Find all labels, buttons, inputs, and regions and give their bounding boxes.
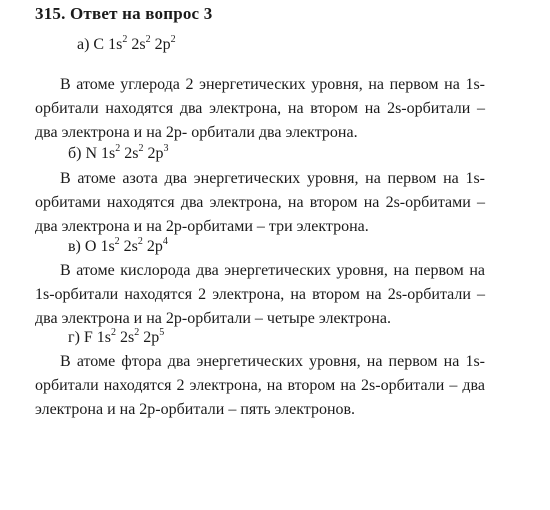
electron-count: 2 [114, 235, 120, 247]
orbital-1s: 1s [101, 145, 116, 162]
text-line: два электрона и на 2p-орбитали – четыре электрона. [35, 310, 391, 327]
electron-count: 3 [163, 142, 169, 154]
formula-prefix: г) F [68, 329, 97, 346]
formula-fluorine [68, 326, 165, 347]
text-line: орбитами находятся два электрона, на втором на 2s-орбитами – [35, 194, 485, 211]
electron-count: 2 [122, 33, 128, 45]
text-line: электрона и на 2p-орбитали – пять электронов. [35, 401, 356, 418]
text-line: В атоме углерода 2 энергетических уровня, на первом на 1s- [60, 76, 485, 93]
answer-heading: 315. Ответ на вопрос 3 [35, 4, 213, 23]
paragraph-carbon [35, 73, 485, 145]
orbital-2p: 2p [147, 145, 164, 162]
orbital-1s: 1s [100, 238, 115, 255]
formula-prefix: а) C [77, 36, 109, 53]
formula-prefix: б) N [68, 145, 102, 162]
orbital-1s: 1s [108, 36, 123, 53]
orbital-2s: 2s [131, 36, 146, 53]
electron-count: 2 [134, 326, 140, 338]
electron-count: 2 [138, 142, 144, 154]
text-line: В атоме азота два энергетических уровня, на первом на 1s- [60, 170, 485, 187]
electron-count: 2 [115, 142, 121, 154]
orbital-2p: 2p [143, 329, 160, 346]
paragraph-fluorine [35, 350, 485, 422]
text-line: 1s-орбитали находятся 2 электрона, на втором на 2s-орбитали – [35, 286, 485, 303]
electron-count: 4 [162, 235, 168, 247]
text-line: орбитали находятся два электрона, на втором на 2s-орбитали – [35, 100, 485, 117]
paragraph-oxygen [35, 259, 485, 331]
orbital-2p: 2p [146, 238, 163, 255]
orbital-2p: 2p [154, 36, 171, 53]
text-line: орбитали находятся 2 электрона, на втором на 2s-орбитали – два [35, 377, 485, 394]
formula-prefix: в) O [68, 238, 101, 255]
electron-count: 2 [111, 326, 117, 338]
formula-oxygen [68, 235, 168, 256]
formula-nitrogen [68, 142, 169, 163]
orbital-1s: 1s [96, 329, 112, 346]
electron-count: 2 [170, 33, 176, 45]
electron-count: 2 [137, 235, 143, 247]
text-line: два электрона и на 2p-орбитами – три электрона. [35, 218, 369, 235]
orbital-2s: 2s [124, 145, 139, 162]
formula-carbon [77, 33, 176, 54]
orbital-2s: 2s [120, 329, 135, 346]
electron-count: 2 [145, 33, 151, 45]
text-line: В атоме кислорода два энергетических уровня, на первом на [60, 262, 485, 279]
electron-count: 5 [159, 326, 165, 338]
text-line: В атоме фтора два энергетических уровня, на первом на 1s- [60, 353, 485, 370]
text-line: два электрона и на 2p- орбитали два электрона. [35, 124, 358, 141]
orbital-2s: 2s [123, 238, 138, 255]
paragraph-nitrogen [35, 167, 485, 239]
